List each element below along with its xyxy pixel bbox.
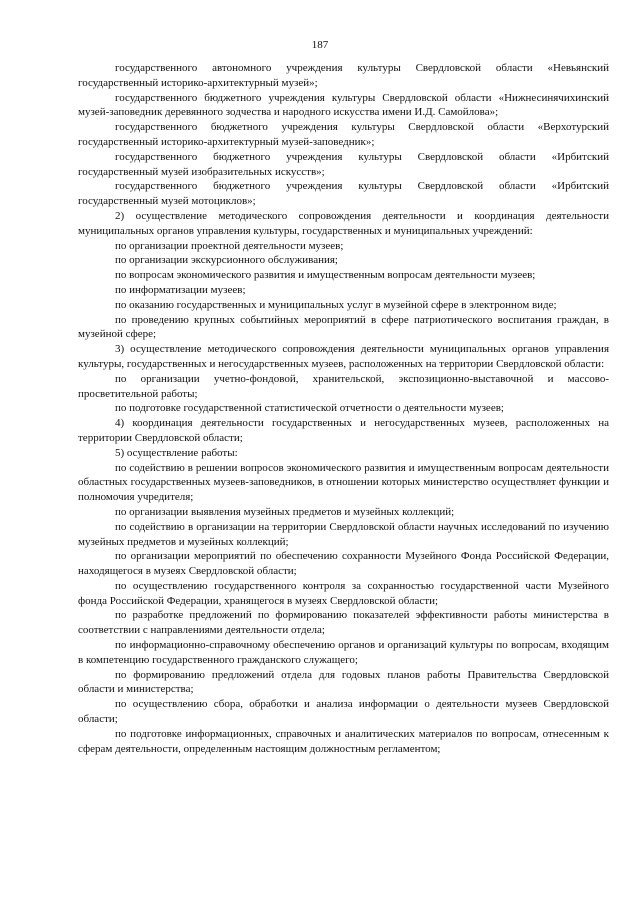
paragraph: по оказанию государственных и муниципальных услуг в музейной сфере в электронном виде;	[115, 298, 557, 311]
paragraph: государственного бюджетного учреждения культуры Свердловской области «Верхотурский государственный историко-архитектурный музей-заповедник»;	[78, 121, 609, 148]
paragraph: по информатизации музеев;	[115, 283, 246, 296]
paragraph: по содействию в решении вопросов экономического развития и имущественным вопросам деятельности областных государственных музеев-заповедников, в отношении которых министерство осуществляет функции и полномочия учредителя;	[78, 461, 609, 504]
paragraph: 4) координация деятельности государственных и негосударственных музеев, расположенных на территории Свердловской области;	[78, 417, 609, 444]
paragraph: по вопросам экономического развития и имущественным вопросам деятельности музеев;	[115, 269, 536, 282]
paragraph: по осуществлению сбора, обработки и анализа информации о деятельности музеев Свердловской области;	[78, 698, 609, 726]
paragraph: по организации учетно-фондовой, хранительской, экспозиционно-выставочной и массово-просветительной работы;	[78, 372, 609, 400]
paragraph: по проведению крупных событийных мероприятий в сфере патриотического воспитания граждан, в музейной сфере;	[78, 313, 609, 341]
page-number: 187	[311, 39, 329, 51]
paragraph: по разработке предложений по формированию показателей эффективности работы министерства в соответствии с направлениями деятельности отдела;	[78, 609, 609, 637]
paragraph: 5) осуществление работы:	[115, 446, 238, 459]
paragraph: по содействию в организации на территории Свердловской области научных исследований по изучению музейных предметов и музейных коллекций;	[78, 520, 609, 548]
paragraph: государственного бюджетного учреждения культуры Свердловской области «Ирбитский государственный музей мотоциклов»;	[78, 180, 609, 208]
paragraph: 3) осуществление методического сопровождения деятельности муниципальных органов управления культуры, государственных и негосударственных музеев, расположенных на территории Свердловской области:	[78, 343, 609, 370]
paragraph: по подготовке информационных, справочных и аналитических материалов по вопросам, отнесенным к сферам деятельности, определенным настоящим должностным регламентом;	[78, 727, 609, 755]
paragraph: по организации выявления музейных предметов и музейных коллекций;	[115, 505, 455, 518]
document-body	[78, 61, 609, 756]
paragraph: по организации проектной деятельности музеев;	[115, 239, 344, 252]
paragraph: государственного бюджетного учреждения культуры Свердловской области «Ирбитский государственный музей изобразительных искусств»;	[78, 150, 609, 178]
paragraph: по формированию предложений отдела для годовых планов работы Правительства Свердловской области и министерства;	[78, 668, 609, 696]
paragraph: государственного автономного учреждения культуры Свердловской области «Невьянский государственный историко-архитектурный музей»;	[78, 62, 609, 89]
paragraph: 2) осуществление методического сопровождения деятельности и координация деятельности муниципальных органов управления культуры, государственных и муниципальных учреждений:	[78, 209, 609, 237]
paragraph: по информационно-справочному обеспечению органов и организаций культуры по вопросам, входящим в компетенцию государственного гражданского служащего;	[78, 639, 609, 666]
paragraph: по организации мероприятий по обеспечению сохранности Музейного Фонда Российской Федерации, находящегося в музеях Свердловской области;	[78, 550, 609, 578]
paragraph: по подготовке государственной статистической отчетности о деятельности музеев;	[115, 402, 504, 415]
paragraph: по осуществлению государственного контроля за сохранностью государственной части Музейного фонда Российской Федерации, хранящегося в музеях Свердловской области;	[78, 579, 609, 607]
paragraph: государственного бюджетного учреждения культуры Свердловской области «Нижнесинячихинский музей-заповедник деревянного зодчества и народного искусства имени И.Д. Самойлова»;	[78, 91, 609, 119]
paragraph: по организации экскурсионного обслуживания;	[115, 254, 338, 267]
